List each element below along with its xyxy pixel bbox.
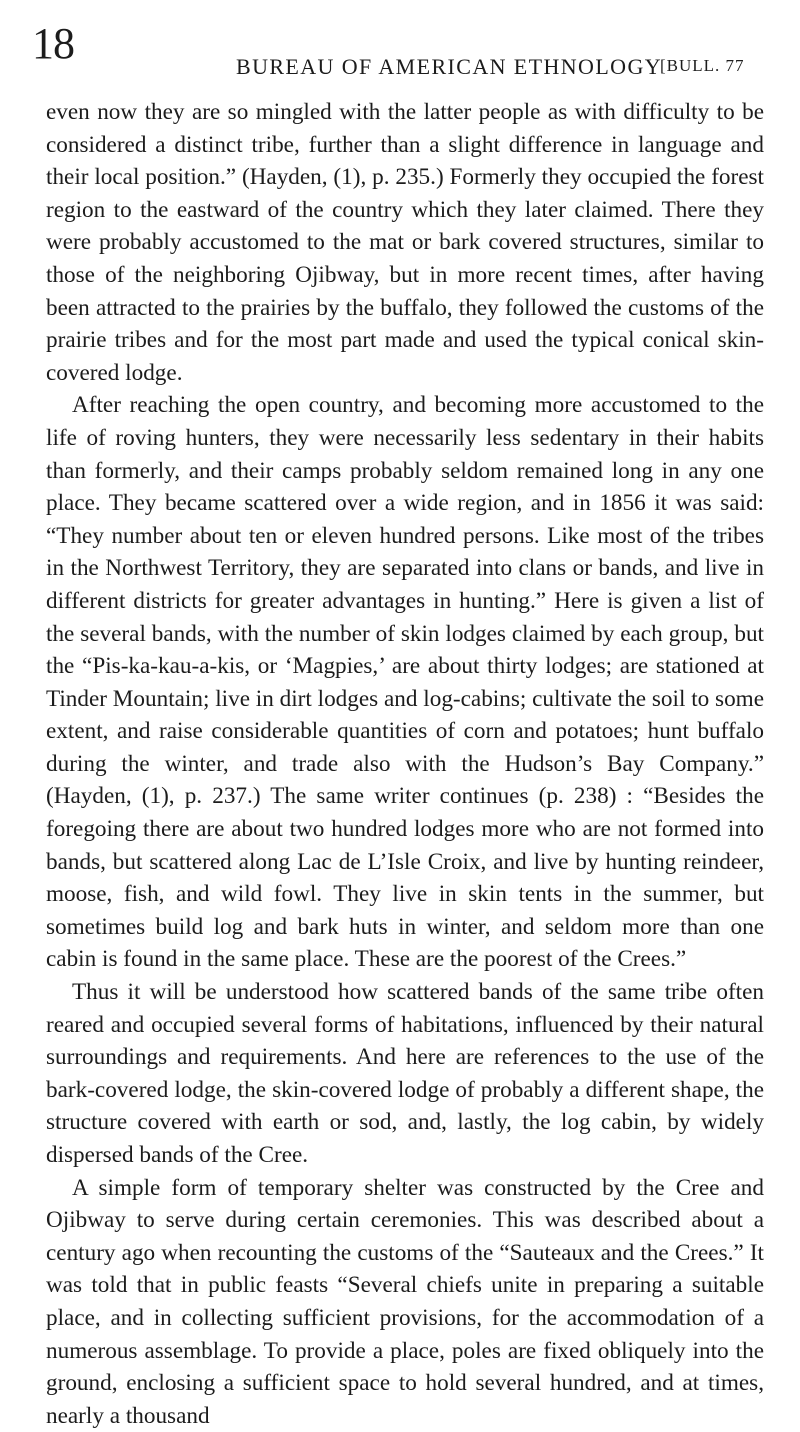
running-header xyxy=(0,19,800,82)
paragraph-3: Thus it will be understood how scattered bands of the same tribe often reared and occupied several forms of habitations, influenced by their natural surroundings and requirements. And here are references to the use of the bark-covered lodge, the skin-covered lodge of probably a different shape, the structure covered with earth or sod, and, lastly, the log cabin, by widely dispersed bands of the Cree. xyxy=(46,979,764,1168)
body-text xyxy=(46,96,764,1432)
bulletin-number: [BULL. 77 xyxy=(660,56,745,75)
running-title: BUREAU OF AMERICAN ETHNOLOGY xyxy=(236,54,663,79)
paragraph-1: even now they are so mingled with the latter people as with difficulty to be considered a distinct tribe, further than a slight difference in language and their local position.” (Hayden, (1), p. 235.) Formerly they occupied the forest region to the eastward of the country which they later claimed. There they were probably accustomed to the mat or bark covered structures, similar to those of the neighboring Ojibway, but in more recent times, after having been attracted to the prairies by the buffalo, they followed the customs of the prairie tribes and for the most part made and used the typical conical skin-covered lodge. xyxy=(46,99,764,386)
paragraph-2: After reaching the open country, and becoming more accustomed to the life of roving hunters, they were necessarily less sedentary in their habits than formerly, and their camps probably seldom remained long in any one place. They became scattered over a wide region, and in 1856 it was said: “They number about ten or eleven hundred persons. Like most of the tribes in the Northwest Territory, they are separated into clans or bands, and live in different districts for greater advantages in hunting.” Here is given a list of the several bands, with the number of skin lodges claimed by each group, but the “Pis-ka-kau-a-kis, or ‘Magpies,’ are about thirty lodges; are stationed at Tinder Mountain; live in dirt lodges and log-cabins; cultivate the soil to some extent, and raise considerable quantities of corn and potatoes; hunt buffalo during the winter, and trade also with the Hudson’s Bay Company.” (Hayden, (1), p. 237.) The same writer continues (p. 238) : “Besides the foregoing there are about two hundred lodges more who are not formed into bands, but scattered along Lac de L’Isle Croix, and live by hunting reindeer, moose, fish, and wild fowl. They live in skin tents in the summer, but sometimes build log and bark huts in winter, and seldom more than one cabin is found in the same place. These are the poorest of the Crees.” xyxy=(46,392,764,973)
paragraph-4: A simple form of temporary shelter was constructed by the Cree and Ojibway to serve during certain ceremonies. This was described about a century ago when recounting the customs of the “Sauteaux and the Crees.” It was told that in public feasts “Several chiefs unite in preparing a suitable place, and in collecting sufficient provisions, for the accommodation of a numerous assemblage. To provide a place, poles are fixed obliquely into the ground, enclosing a sufficient space to hold several hundred, and at times, nearly a thousand xyxy=(46,1174,764,1429)
page-number: 18 xyxy=(32,19,74,68)
